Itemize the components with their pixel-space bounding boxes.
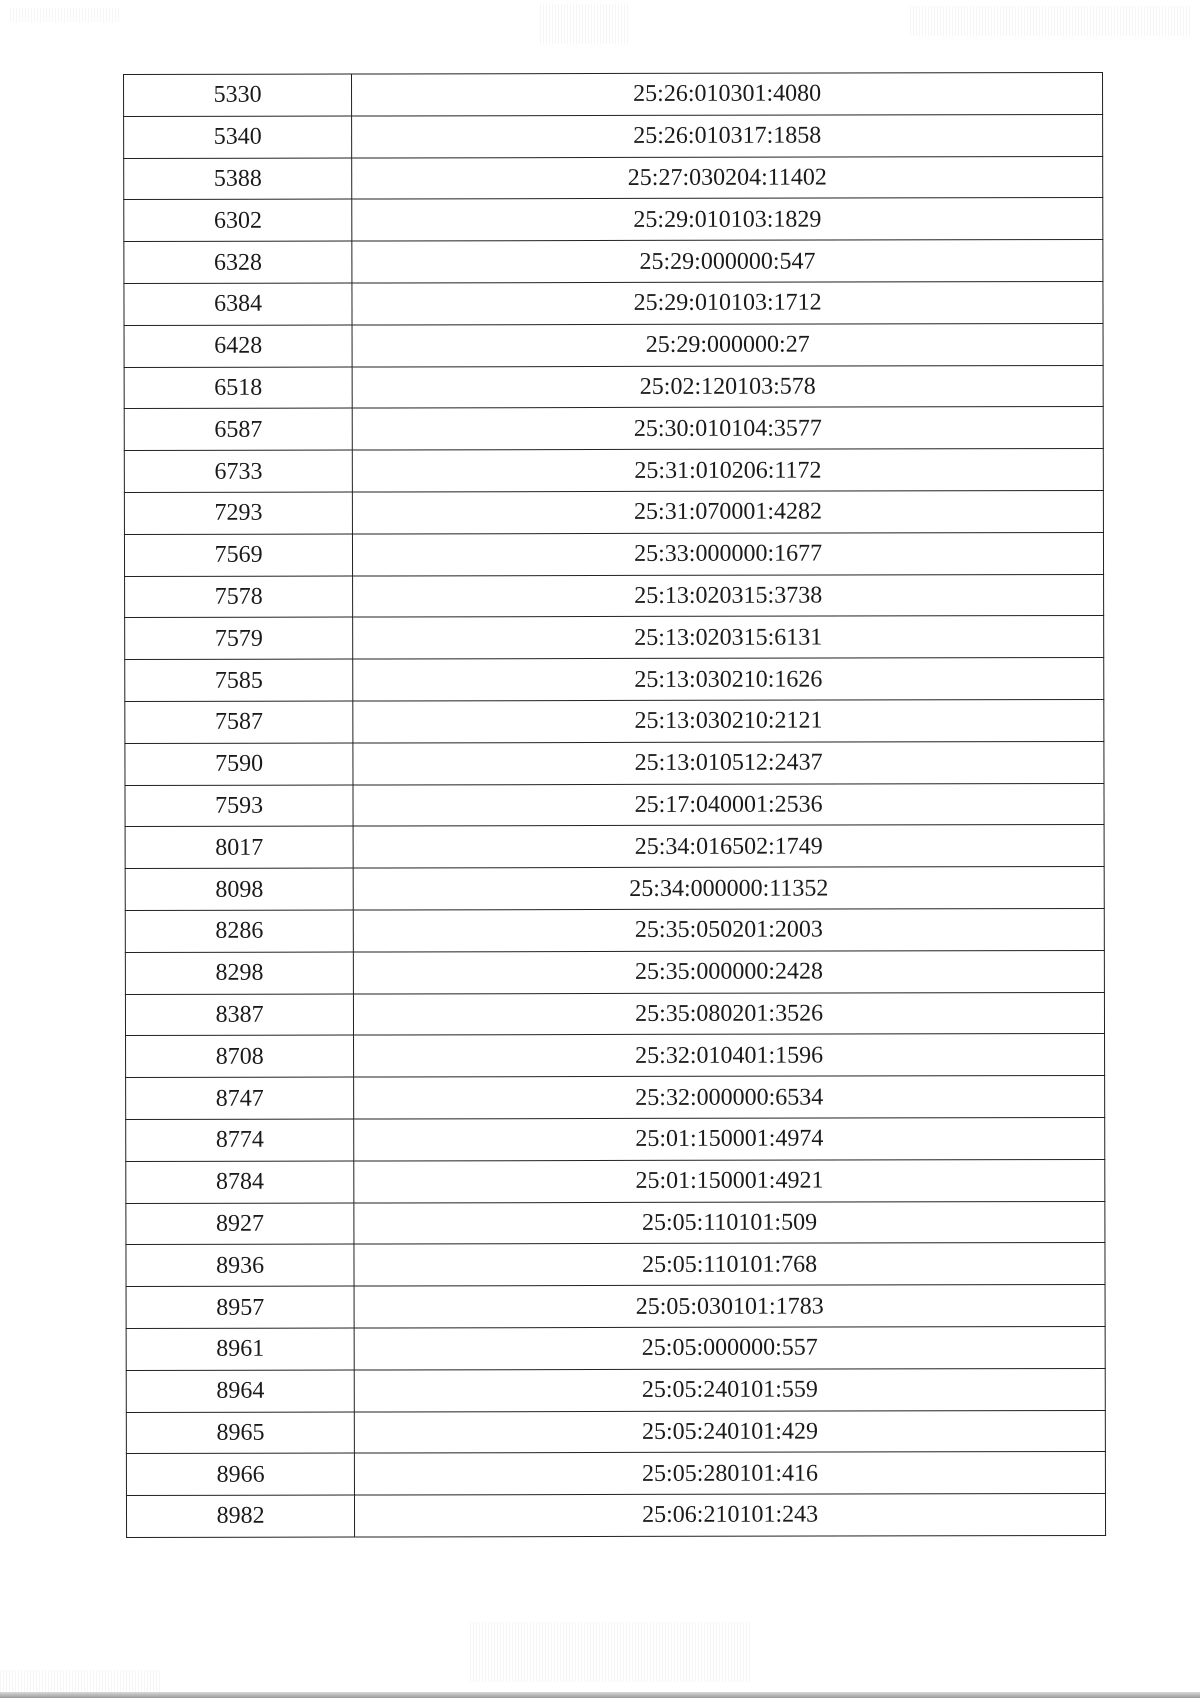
cadastral-number-cell: 25:34:016502:1749 [353, 825, 1104, 868]
row-number-cell: 7293 [124, 492, 352, 534]
row-number-cell: 7579 [125, 617, 353, 659]
table-row [124, 72, 1103, 116]
table-row [125, 908, 1104, 952]
row-number-cell: 8927 [126, 1203, 354, 1245]
table-row [126, 1076, 1105, 1120]
row-number-cell: 8784 [126, 1161, 354, 1203]
cadastral-number-cell: 25:34:000000:11352 [353, 867, 1104, 910]
row-number-cell: 6518 [124, 367, 352, 409]
cadastral-number-cell: 25:02:120103:578 [352, 365, 1103, 408]
cadastral-number-cell: 25:17:040001:2536 [353, 783, 1104, 826]
row-number-cell: 8957 [126, 1286, 354, 1328]
scan-artifact-top-center [540, 4, 630, 44]
cadastral-number-cell: 25:31:010206:1172 [353, 449, 1104, 492]
scan-artifact-top-right [910, 6, 1190, 36]
row-number-cell: 8017 [125, 826, 353, 868]
cadastral-number-cell: 25:05:240101:559 [354, 1368, 1105, 1411]
table-row [126, 1201, 1105, 1245]
table-row [124, 449, 1103, 493]
row-number-cell: 8708 [126, 1035, 354, 1077]
scan-bottom-edge [0, 1692, 1200, 1698]
cadastral-number-cell: 25:13:020315:3738 [353, 574, 1104, 617]
table-row [124, 532, 1103, 576]
cadastral-number-cell: 25:26:010317:1858 [352, 114, 1103, 157]
cadastral-number-cell: 25:29:010103:1829 [352, 198, 1103, 241]
cadastral-number-cell: 25:05:030101:1783 [354, 1285, 1105, 1328]
table-row [126, 1368, 1105, 1412]
table-row [125, 825, 1104, 869]
cadastral-number-cell: 25:32:010401:1596 [354, 1034, 1105, 1077]
row-number-cell: 8387 [125, 994, 353, 1036]
table-row [126, 1285, 1105, 1329]
row-number-cell: 6587 [124, 408, 352, 450]
row-number-cell: 8982 [126, 1495, 354, 1537]
table-row [126, 1494, 1105, 1538]
table-row [124, 240, 1103, 284]
table-row [125, 699, 1104, 743]
row-number-cell: 8936 [126, 1244, 354, 1286]
row-number-cell: 6302 [124, 199, 352, 241]
row-number-cell: 8964 [126, 1370, 354, 1412]
table-row [124, 407, 1103, 451]
cadastral-number-cell: 25:01:150001:4921 [354, 1159, 1105, 1202]
table-row [126, 1159, 1105, 1203]
scan-artifact-bottom-center [470, 1622, 750, 1682]
table-row [124, 323, 1103, 367]
row-number-cell: 6428 [124, 325, 352, 367]
cadastral-number-table [123, 72, 1106, 1538]
row-number-cell: 6328 [124, 241, 352, 283]
row-number-cell: 5330 [124, 74, 352, 116]
cadastral-number-cell: 25:13:010512:2437 [353, 741, 1104, 784]
row-number-cell: 7590 [125, 743, 353, 785]
cadastral-number-cell: 25:01:150001:4974 [354, 1117, 1105, 1160]
table-row [125, 783, 1104, 827]
row-number-cell: 8961 [126, 1328, 354, 1370]
row-number-cell: 6733 [124, 450, 352, 492]
cadastral-number-cell: 25:35:000000:2428 [354, 950, 1105, 993]
table-row [125, 741, 1104, 785]
cadastral-number-cell: 25:13:030210:1626 [353, 658, 1104, 701]
row-number-cell: 7578 [125, 576, 353, 618]
cadastral-number-cell: 25:35:080201:3526 [354, 992, 1105, 1035]
table-row [125, 574, 1104, 618]
row-number-cell: 8098 [125, 868, 353, 910]
table-row [126, 1452, 1105, 1496]
row-number-cell: 7585 [125, 659, 353, 701]
cadastral-number-cell: 25:05:240101:429 [355, 1410, 1106, 1453]
table-row [124, 281, 1103, 325]
cadastral-number-cell: 25:27:030204:11402 [352, 156, 1103, 199]
cadastral-number-cell: 25:32:000000:6534 [354, 1076, 1105, 1119]
cadastral-number-cell: 25:29:000000:547 [352, 240, 1103, 283]
table-row [126, 1410, 1105, 1454]
cadastral-number-cell: 25:35:050201:2003 [354, 908, 1105, 951]
table-row [124, 490, 1103, 534]
cadastral-number-cell: 25:26:010301:4080 [352, 72, 1103, 115]
table-row [125, 867, 1104, 911]
table-row [126, 1117, 1105, 1161]
table-row [126, 1326, 1105, 1370]
cadastral-number-cell: 25:33:000000:1677 [353, 532, 1104, 575]
table-row [125, 616, 1104, 660]
cadastral-number-cell: 25:05:000000:557 [354, 1326, 1105, 1369]
cadastral-number-cell: 25:31:070001:4282 [353, 490, 1104, 533]
table-row [125, 658, 1104, 702]
table-row [124, 365, 1103, 409]
row-number-cell: 7593 [125, 785, 353, 827]
scan-artifact-bottom-left [0, 1670, 160, 1692]
cadastral-number-cell: 25:05:110101:768 [354, 1243, 1105, 1286]
cadastral-number-cell: 25:05:110101:509 [354, 1201, 1105, 1244]
table-row [124, 114, 1103, 158]
table-row [124, 198, 1103, 242]
row-number-cell: 5340 [124, 116, 352, 158]
cadastral-number-cell: 25:06:210101:243 [355, 1494, 1106, 1537]
row-number-cell: 8965 [126, 1412, 354, 1454]
row-number-cell: 8747 [126, 1077, 354, 1119]
row-number-cell: 8774 [126, 1119, 354, 1161]
row-number-cell: 5388 [124, 158, 352, 200]
row-number-cell: 7587 [125, 701, 353, 743]
cadastral-number-cell: 25:30:010104:3577 [352, 407, 1103, 450]
cadastral-number-cell: 25:13:020315:6131 [353, 616, 1104, 659]
table-row [124, 156, 1103, 200]
row-number-cell: 7569 [124, 534, 352, 576]
scan-artifact-top-left [10, 8, 120, 22]
row-number-cell: 8966 [126, 1453, 354, 1495]
row-number-cell: 8298 [125, 952, 353, 994]
row-number-cell: 8286 [125, 910, 353, 952]
cadastral-number-cell: 25:29:010103:1712 [352, 281, 1103, 324]
table-row [126, 1034, 1105, 1078]
table-row [126, 1243, 1105, 1287]
cadastral-number-cell: 25:29:000000:27 [352, 323, 1103, 366]
table-row [125, 950, 1104, 994]
row-number-cell: 6384 [124, 283, 352, 325]
table-row [125, 992, 1104, 1036]
cadastral-number-cell: 25:13:030210:2121 [353, 699, 1104, 742]
table-body [124, 72, 1106, 1537]
cadastral-number-cell: 25:05:280101:416 [355, 1452, 1106, 1495]
